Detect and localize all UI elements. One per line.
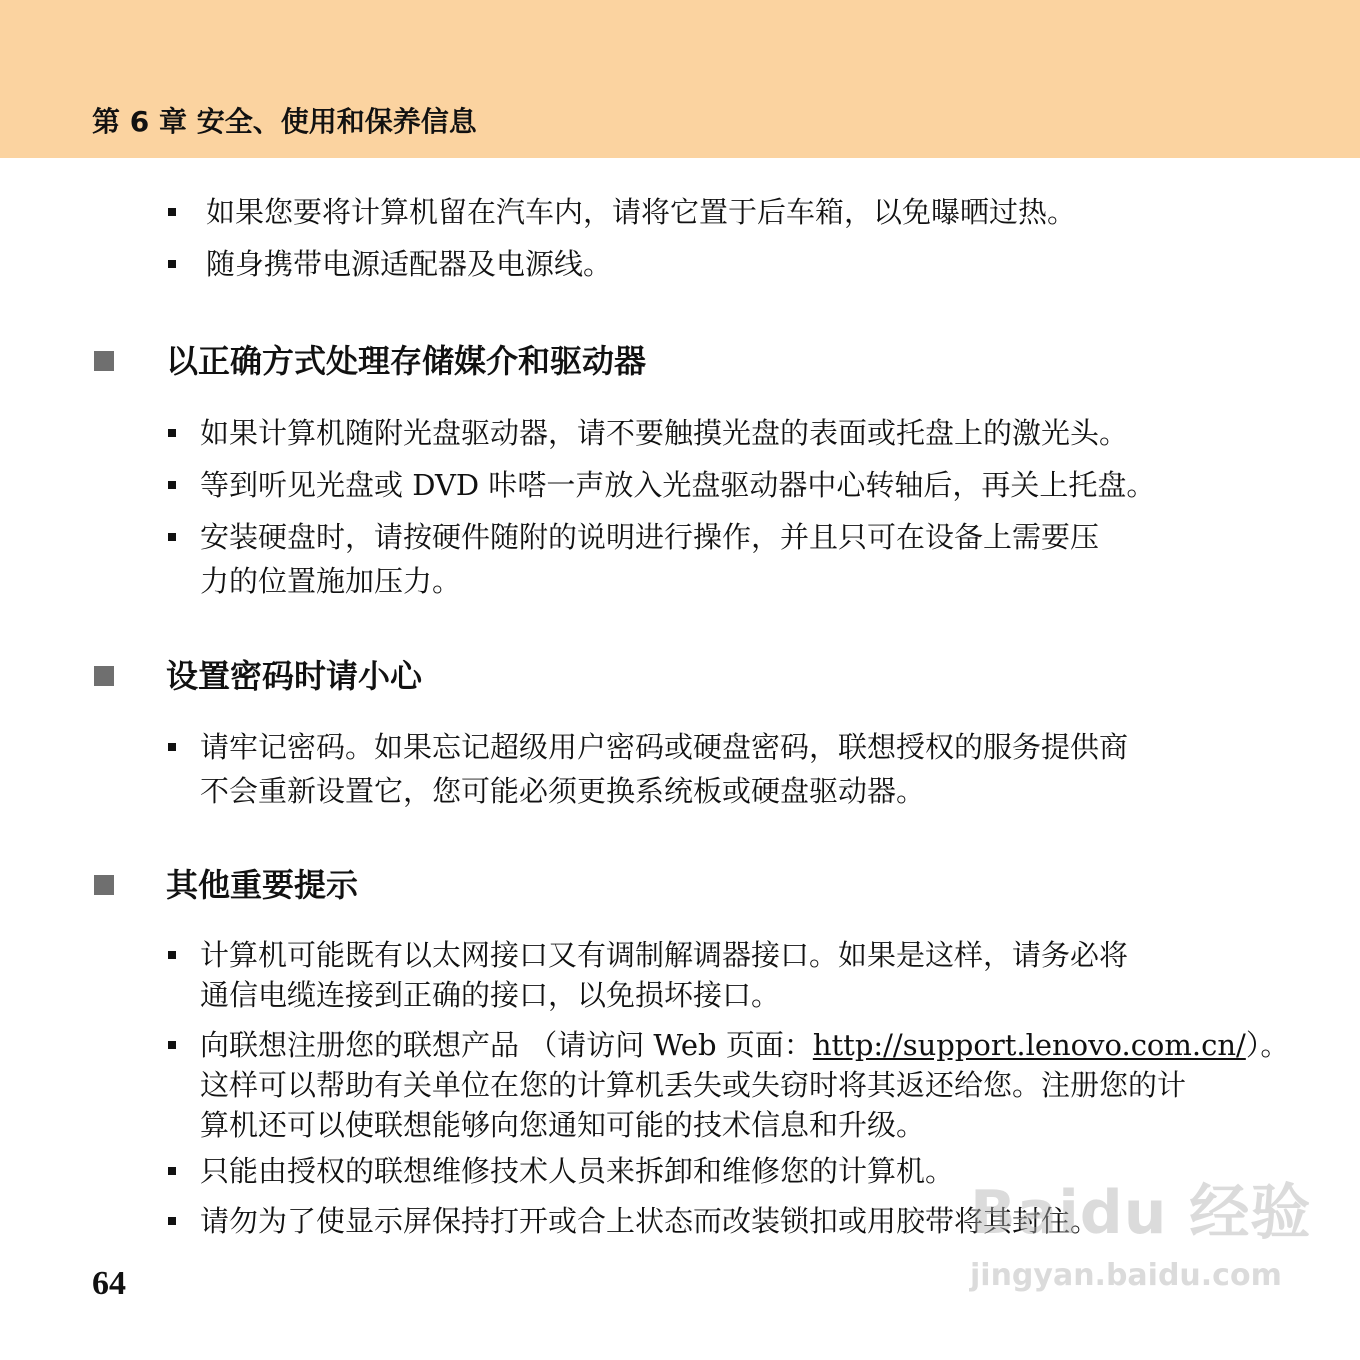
section-marker [94,875,114,895]
baidu-watermark [960,1178,1312,1308]
storage-bullet-3-line-1: 安装硬盘时，请按硬件随附的说明进行操作，并且只可在设备上需要压 [200,520,1100,554]
storage-bullet-2: 等到听见光盘或 DVD 咔嗒一声放入光盘驱动器中心转轴后，再关上托盘。 [200,468,1156,502]
bullet-marker [168,1217,176,1225]
tips-bullet-2-line-3: 算机还可以使联想能够向您通知可能的技术信息和升级。 [200,1108,926,1142]
tips-bullet-4: 请勿为了使显示屏保持打开或合上状态而改装锁扣或用胶带将其封住。 [200,1204,1100,1238]
support-link[interactable]: http://support.lenovo.com.cn/ [812,1028,1246,1062]
bullet-marker [168,533,176,541]
page-number: 64 [92,1265,126,1302]
register-suffix: ）。 [1245,1028,1290,1062]
tips-bullet-2-line-1 [200,1027,1289,1063]
storage-bullet-1: 如果计算机随附光盘驱动器，请不要触摸光盘的表面或托盘上的激光头。 [200,416,1129,450]
watermark-url-text: jingyan.baidu.com [970,1258,1282,1293]
bullet-marker [168,951,176,959]
bullet-marker [168,743,176,751]
tips-bullet-1-line-2: 通信电缆连接到正确的接口，以免损坏接口。 [200,978,781,1012]
tips-bullet-1-line-1: 计算机可能既有以太网接口又有调制解调器接口。如果是这样，请务必将 [200,938,1129,972]
section-heading-password: 设置密码时请小心 [166,657,423,695]
bullet-marker [168,260,176,268]
tips-bullet-3: 只能由授权的联想维修技术人员来拆卸和维修您的计算机。 [200,1154,955,1188]
bullet-marker [168,1041,176,1049]
intro-bullet-2: 随身携带电源适配器及电源线。 [206,247,613,281]
bullet-marker [168,481,176,489]
intro-bullet-1: 如果您要将计算机留在汽车内，请将它置于后车箱，以免曝晒过热。 [206,195,1077,229]
section-heading-other-tips: 其他重要提示 [166,866,359,904]
bullet-marker [168,208,176,216]
storage-bullet-3-line-2: 力的位置施加压力。 [200,564,462,598]
bullet-marker [168,429,176,437]
register-prefix: 向联想注册您的联想产品 （请访问 Web 页面： [200,1028,813,1062]
password-bullet-line-2: 不会重新设置它，您可能必须更换系统板或硬盘驱动器。 [200,774,926,808]
chapter-title: 第 6 章 安全、使用和保养信息 [92,105,477,138]
bullet-marker [168,1167,176,1175]
section-marker [94,351,114,371]
password-bullet-line-1: 请牢记密码。如果忘记超级用户密码或硬盘密码，联想授权的服务提供商 [200,730,1129,764]
section-marker [94,666,114,686]
tips-bullet-2-line-2: 这样可以帮助有关单位在您的计算机丢失或失窃时将其返还给您。注册您的计 [200,1068,1187,1102]
watermark-logo-text: Baidu 经验 [970,1178,1312,1248]
section-heading-storage-media: 以正确方式处理存储媒介和驱动器 [166,342,647,380]
